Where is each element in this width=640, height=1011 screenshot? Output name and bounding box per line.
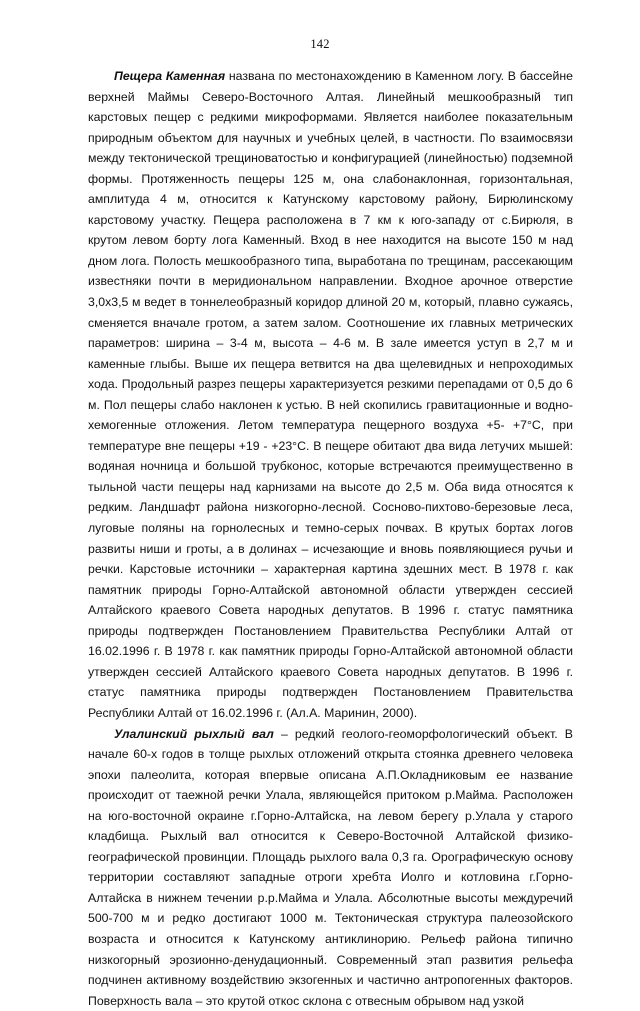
paragraph-kamennaya-cave <box>88 66 573 724</box>
paragraph-text: названа по местонахождению в Каменном логу. В бассейне верхней Маймы Северо-Восточного Алтая. Линейный мешкообразный тип карстовых пещер с редкими микроформами. Является наиболее показательным природным объектом для научных и учебных целей, в частности. По взаимосвязи между тектонической трещиноватостью и конфигурацией (линейностью) подземной формы. Протяженность пещеры 125 м, она слабонаклонная, горизонтальная, амплитуда 4 м, относится к Катунскому карстовому району, Бирюлинскому карстовому участку. Пещера расположена в 7 км к юго-западу от с.Бирюля, в крутом левом борту лога Каменный. Вход в нее находится на высоте 150 м над дном лога. Полость мешкообразного типа, выработана по трещинам, рассекающим известняки почти в меридиональном направлении. Входное арочное отверстие 3,0х3,5 м ведет в тоннелеобразный коридор длиной 20 м, который, плавно сужаясь, сменяется вначале гротом, а затем залом. Соотношение их главных метрических параметров: ширина – 3-4 м, высота – 4-6 м. В зале имеется уступ в 2,7 м и каменные глыбы. Выше их пещера ветвится на два щелевидных и непроходимых хода. Продольный разрез пещеры характеризуется резкими перепадами от 0,5 до 6 м. Пол пещеры слабо наклонен к устью. В ней скопились гравитационные и водно-хемогенные отложения. Летом температура пещерного воздуха +5- +7°С, при температуре вне пещеры +19 - +23°С. В пещере обитают два вида летучих мышей: водяная ночница и большой трубконос, которые встречаются преимущественно в тыльной части пещеры над карнизами на высоте до 2,5 м. Оба вида относятся к редким. Ландшафт района низкогорно-лесной. Сосново-пихтово-березовые леса, луговые поляны на горнолесных и темно-серых почвах. В крутых бортах логов развиты ниши и гроты, а в долинах – исчезающие и вновь появляющиеся ручьи и речки. Карстовые источники – характерная картина здешних мест. В 1978 г. как памятник природы Горно-Алтайской автономной области утвержден сессией Алтайского краевого Совета народных депутатов. В 1996 г. статус памятника природы подтвержден Постановлением Правительства Республики Алтай от 16.02.1996 г. В 1978 г. как памятник природы Горно-Алтайской автономной области утвержден сессией Алтайского краевого Совета народных депутатов. В 1996 г. статус памятника природы подтвержден Постановлением Правительства Республики Алтай от 16.02.1996 г. (Ал.А. Маринин, 2000). <box>88 69 573 720</box>
paragraph-text: – редкий геолого-геоморфологический объект. В начале 60-х годов в толще рыхлых отложений открыта стоянка древнего человека эпохи палеолита, которая впервые описана А.П.Окладниковым ее название происходит от таежной речки Улала, являющейся притоком р.Майма. Расположен на юго-восточной окраине г.Горно-Алтайска, на левом берегу р.Улала у старого кладбища. Рыхлый вал относится к Северо-Восточной Алтайской физико-географической провинции. Площадь рыхлого вала 0,3 га. Орографическую основу территории составляют западные отроги хребта Иолго и котловина г.Горно-Алтайска в нижнем течении р.р.Майма и Улала. Абсолютные высоты междуречий 500-700 м и редко достигают 1000 м. Тектоническая структура палеозойского возраста и относится к Катунскому антиклинорию. Рельеф района типично низкогорный эрозионно-денудационный. Современный этап развития рельефа подчинен активному воздействию экзогенных и частично антропогенных факторов. Поверхность вала – это крутой откос склона с отвесным обрывом над узкой <box>88 727 573 1008</box>
paragraph-title: Пещера Каменная <box>114 69 225 83</box>
page-number: 142 <box>0 37 640 52</box>
paragraph-ulalinsky-val <box>88 724 573 1011</box>
page-body-text <box>88 66 573 1011</box>
paragraph-title: Улалинский рыхлый вал <box>114 727 274 741</box>
